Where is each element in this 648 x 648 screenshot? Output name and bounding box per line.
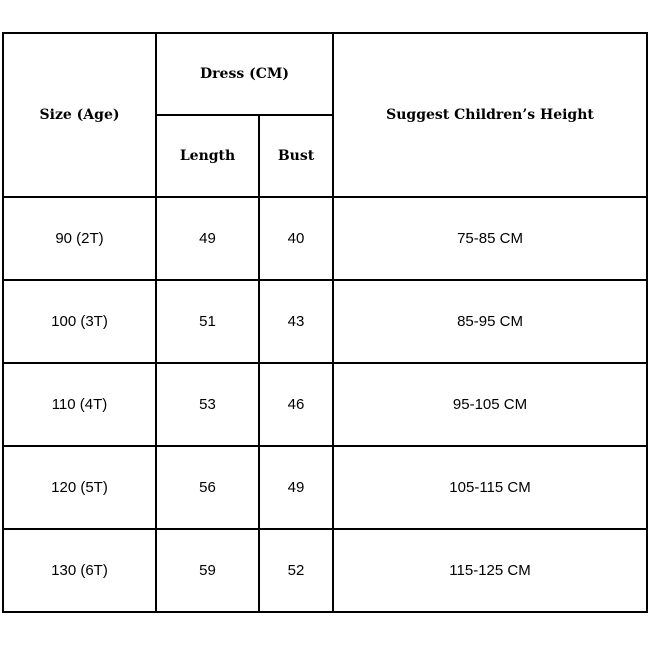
size-chart-table — [2, 32, 648, 613]
table-row — [3, 197, 647, 280]
size-cell: 100 (3T) — [3, 280, 156, 363]
size-cell: 120 (5T) — [3, 446, 156, 529]
bust-cell: 52 — [259, 529, 333, 612]
height-cell: 75-85 CM — [333, 197, 647, 280]
bust-header: Bust — [259, 115, 333, 197]
bust-cell: 40 — [259, 197, 333, 280]
length-cell: 59 — [156, 529, 259, 612]
length-cell: 56 — [156, 446, 259, 529]
height-cell: 95-105 CM — [333, 363, 647, 446]
table-row — [3, 446, 647, 529]
bust-cell: 46 — [259, 363, 333, 446]
length-header: Length — [156, 115, 259, 197]
dress-header: Dress (CM) — [156, 33, 333, 115]
size-cell: 110 (4T) — [3, 363, 156, 446]
height-cell: 105-115 CM — [333, 446, 647, 529]
table-row — [3, 363, 647, 446]
height-cell: 115-125 CM — [333, 529, 647, 612]
length-cell: 49 — [156, 197, 259, 280]
header-row — [3, 33, 647, 115]
table-row — [3, 529, 647, 612]
size-cell: 90 (2T) — [3, 197, 156, 280]
height-header: Suggest Children’s Height — [333, 33, 647, 197]
bust-cell: 49 — [259, 446, 333, 529]
size-header: Size (Age) — [3, 33, 156, 197]
length-cell: 51 — [156, 280, 259, 363]
size-cell: 130 (6T) — [3, 529, 156, 612]
height-cell: 85-95 CM — [333, 280, 647, 363]
length-cell: 53 — [156, 363, 259, 446]
table-row — [3, 280, 647, 363]
bust-cell: 43 — [259, 280, 333, 363]
